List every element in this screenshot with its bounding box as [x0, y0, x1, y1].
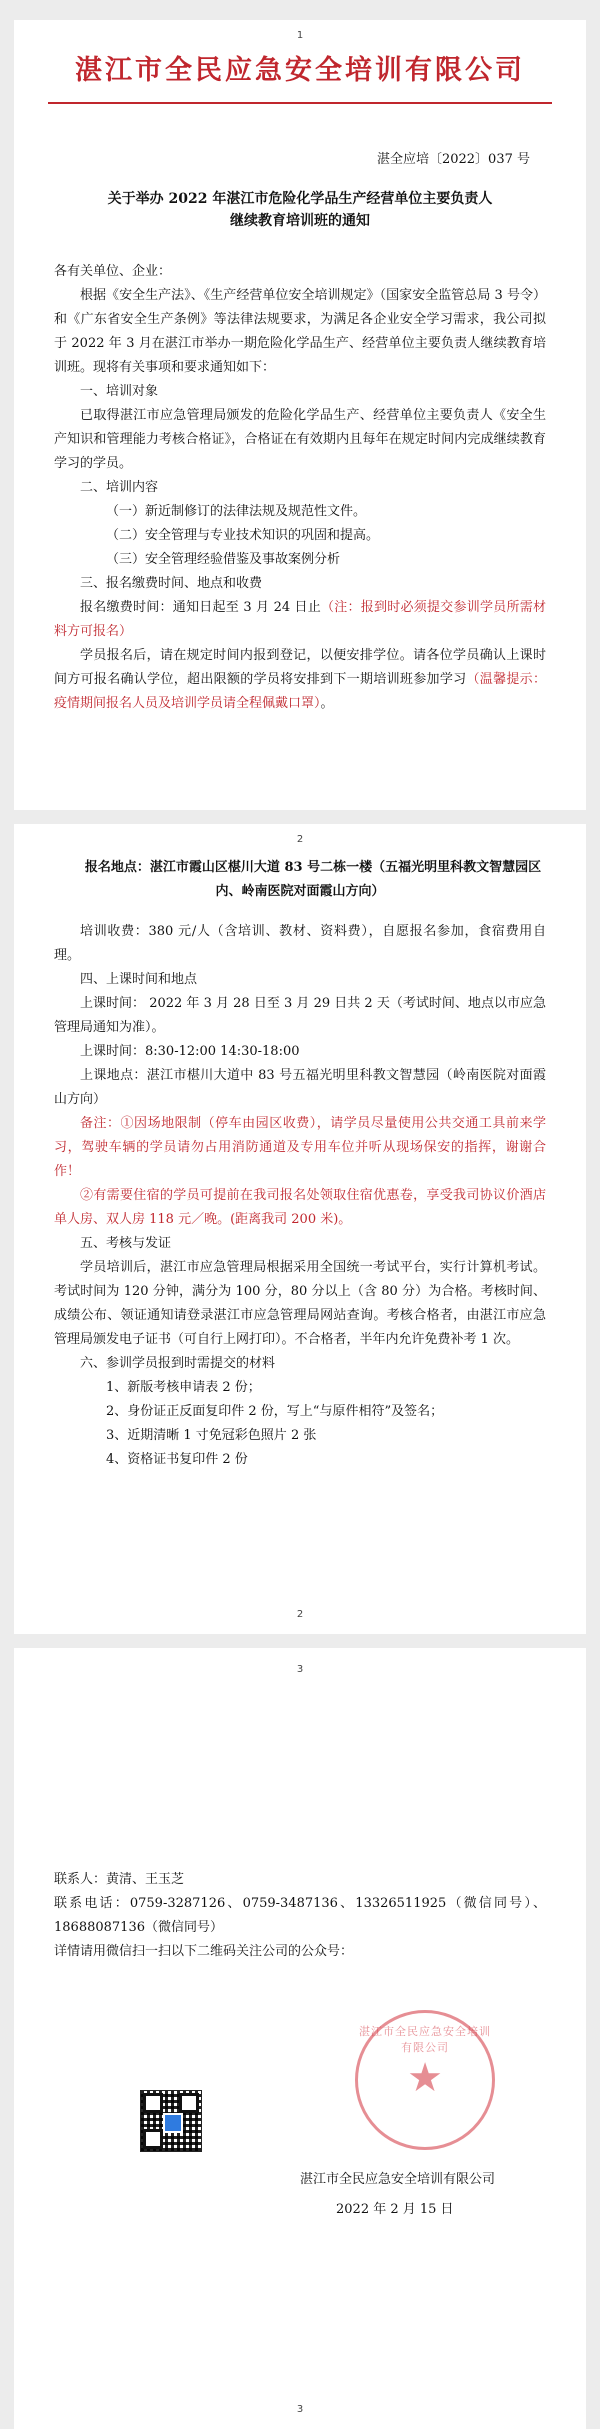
registration-location: 报名地点：湛江市霞山区椹川大道 83 号二栋一楼（五福光明里科教文智慧园区内、岭南医院对面霞山方向）	[84, 860, 542, 899]
document-page-3	[14, 1648, 586, 2429]
page-number: 1	[296, 30, 304, 41]
class-hours: 上课时间：8:30-12:00 14:30-18:00	[80, 1044, 300, 1059]
notice-title: 关于举办 2022 年湛江市危险化学品生产经营单位主要负责人 继续教育培训班的通知	[107, 191, 493, 229]
material-item: 1、新版考核申请表 2 份；	[106, 1380, 261, 1395]
wechat-prompt: 详情请用微信扫一扫以下二维码关注公司的公众号：	[54, 1944, 354, 1959]
signature-company: 湛江市全民应急安全培训有限公司	[300, 2172, 496, 2187]
section-heading: 一、培训对象	[80, 384, 159, 399]
wechat-qr-code	[140, 2090, 202, 2152]
document-page-2	[14, 824, 586, 1634]
section-heading: 六、参训学员报到时需提交的材料	[80, 1356, 276, 1371]
registration-note: （注：报到时必须提交参训学员所需材料方可报名）	[54, 600, 546, 639]
list-item: （二）安全管理与专业技术知识的巩固和提高。	[106, 528, 380, 543]
training-fee: 培训收费：380 元/人（含培训、教材、资料费），自愿报名参加，食宿费用自理。	[54, 924, 546, 963]
class-dates: 上课时间： 2022 年 3 月 28 日至 3 月 29 日共 2 天（考试时间、地点以市应急管理局通知为准）。	[54, 996, 546, 1035]
class-location: 上课地点：湛江市椹川大道中 83 号五福光明里科教文智慧园（岭南医院对面霞山方向）	[54, 1068, 546, 1107]
list-item: （一）新近制修订的法律法规及规范性文件。	[106, 504, 367, 519]
section-heading: 三、报名缴费时间、地点和收费	[80, 576, 263, 591]
section-heading: 四、上课时间和地点	[80, 972, 198, 987]
material-item: 4、资格证书复印件 2 份	[106, 1452, 248, 1467]
intro-paragraph: 根据《安全生产法》、《生产经营单位安全培训规定》（国家安全监管总局 3 号令）和《广东省安全生产条例》等法律法规要求，为满足各企业安全学习需求，我公司拟于 2022 年 3 月在湛江市举办一期危险化学品生产、经营单位主要负责人继续教育培训班。现将有关事项和要求通知如下：	[54, 288, 546, 375]
contact-persons: 联系人：黄清、王玉芝	[54, 1872, 185, 1887]
document-page-1	[14, 20, 586, 810]
notice-body-p2	[54, 856, 546, 1472]
material-item: 3、近期清晰 1 寸免冠彩色照片 2 张	[106, 1428, 317, 1443]
notice-body-p1	[54, 260, 546, 716]
section-heading: 二、培训内容	[80, 480, 159, 495]
remark-parking: 备注：①因场地限制（停车由园区收费），请学员尽量使用公共交通工具前来学习，驾驶车辆的学员请勿占用消防通道及专用车位并听从现场保安的指挥，谢谢合作！	[54, 1116, 546, 1179]
company-letterhead: 湛江市全民应急安全培训有限公司	[75, 55, 525, 86]
company-seal-stamp: 湛江市全民应急安全培训有限公司 ★	[355, 2010, 495, 2150]
contact-block	[54, 1868, 546, 1964]
section-heading: 五、考核与发证	[80, 1236, 172, 1251]
list-item: （三）安全管理经验借鉴及事故案例分析	[106, 552, 341, 567]
material-item: 2、身份证正反面复印件 2 份，写上“与原件相符”及签名；	[106, 1404, 444, 1419]
header-divider	[48, 102, 552, 104]
registration-time: 报名缴费时间：通知日起至 3 月 24 日止（注：报到时必须提交参训学员所需材料方可报名）	[54, 600, 546, 639]
page-number: 2	[296, 1609, 304, 1620]
remark-lodging: ②有需要住宿的学员可提前在我司报名处领取住宿优惠卷，享受我司协议价酒店单人房、双人房 118 元／晚。(距离我司 200 米)。	[54, 1188, 546, 1227]
epidemic-tip: （温馨提示：疫情期间报名人员及培训学员请全程佩戴口罩）	[54, 672, 546, 711]
page-number: 3	[296, 1664, 304, 1675]
registration-text: 学员报名后，请在规定时间内报到登记，以便安排学位。请各位学员确认上课时间方可报名确认学位，超出限额的学员将安排到下一期培训班参加学习（温馨提示：疫情期间报名人员及培训学员请全程佩戴口罩）。	[54, 648, 546, 711]
section-text: 已取得湛江市应急管理局颁发的危险化学品生产、经营单位主要负责人《安全生产知识和管理能力考核合格证》，合格证在有效期内且每年在规定时间内完成继续教育学习的学员。	[54, 408, 546, 471]
page-number: 2	[296, 834, 304, 845]
wechat-logo-icon	[163, 2113, 183, 2133]
salutation: 各有关单位、企业：	[54, 264, 172, 279]
contact-phones: 联系电话：0759-3287126、0759-3487136、13326511925（微信同号）、18688087136（微信同号）	[54, 1896, 546, 1935]
page-number: 3	[296, 2404, 304, 2415]
assessment-text: 学员培训后，湛江市应急管理局根据采用全国统一考试平台，实行计算机考试。考试时间为 120 分钟，满分为 100 分，80 分以上（含 80 分）为合格。考核时间、成绩公布、领证通知请登录湛江市应急管理局网站查询。考核合格者，由湛江市应急管理局颁发电子证书（可自行上网打印）。不合格者，半年内允许免费补考 1 次。	[54, 1260, 546, 1347]
document-number: 湛全应培〔2022〕037 号	[376, 152, 530, 167]
signature-date: 2022 年 2 月 15 日	[336, 2202, 454, 2217]
